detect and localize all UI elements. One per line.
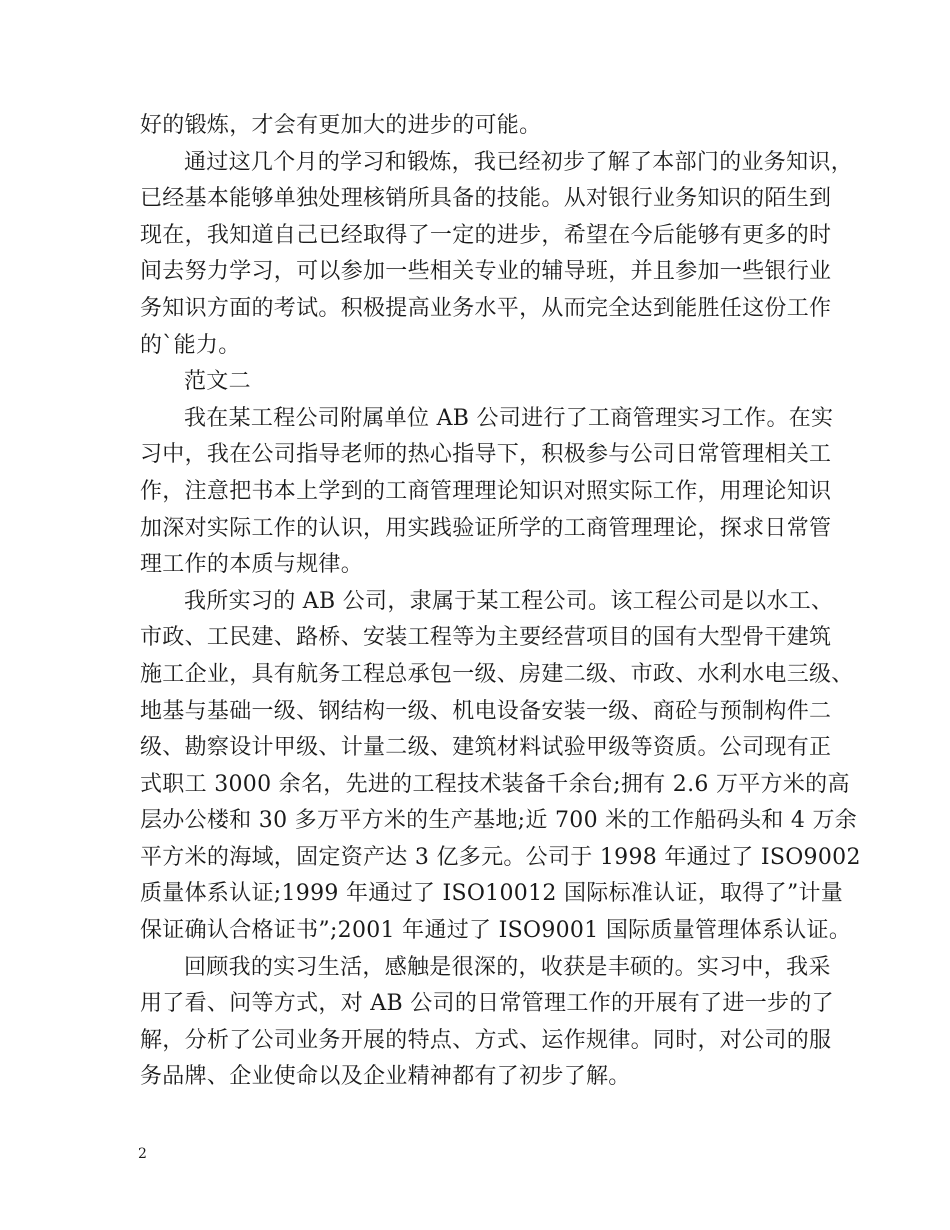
text-line: 市政、工民建、路桥、安装工程等为主要经营项目的国有大型骨干建筑 (140, 625, 832, 651)
text-line: 加深对实际工作的认识，用实践验证所学的工商管理理论，探求日常管 (140, 515, 832, 541)
text-line: 务知识方面的考试。积极提高业务水平，从而完全达到能胜任这份工作 (140, 295, 832, 321)
text-line: 式职工 3000 余名，先进的工程技术装备千余台;拥有 2.6 万平方米的高 (140, 771, 850, 797)
text-line: 施工企业，具有航务工程总承包一级、房建二级、市政、水利水电三级、 (140, 661, 854, 687)
text-line: 作，注意把书本上学到的工商管理理论知识对照实际工作，用理论知识 (140, 478, 832, 504)
text-line: 我所实习的 AB 公司，隶属于某工程公司。该工程公司是以水工、 (184, 588, 834, 614)
text-line: 解，分析了公司业务开展的特点、方式、运作规律。同时，对公司的服 (140, 1027, 832, 1053)
text-line: 现在，我知道自己已经取得了一定的进步，希望在今后能够有更多的时 (140, 222, 832, 248)
text-line: 层办公楼和 30 多万平方米的生产基地;近 700 米的工作船码头和 4 万余 (140, 808, 858, 834)
text-line: 习中，我在公司指导老师的热心指导下，积极参与公司日常管理相关工 (140, 442, 832, 468)
text-line: 务品牌、企业使命以及企业精神都有了初步了解。 (140, 1064, 631, 1090)
text-line: 的`能力。 (140, 332, 241, 358)
text-line: 级、勘察设计甲级、计量二级、建筑材料试验甲级等资质。公司现有正 (140, 735, 832, 761)
text-line: 平方米的海域，固定资产达 3 亿多元。公司于 1998 年通过了 ISO9002 (140, 844, 861, 870)
section-heading: 范文二 (184, 369, 251, 395)
text-line: 好的锻炼，才会有更加大的进步的可能。 (140, 113, 542, 138)
text-line: 用了看、问等方式，对 AB 公司的日常管理工作的开展有了进一步的了 (140, 991, 834, 1017)
text-line: 通过这几个月的学习和锻炼，我已经初步了解了本部门的业务知识， (184, 149, 854, 175)
text-line: 地基与基础一级、钢结构一级、机电设备安装一级、商砼与预制构件二 (140, 698, 832, 724)
text-line: 已经基本能够单独处理核销所具备的技能。从对银行业务知识的陌生到 (140, 186, 832, 212)
text-line: 我在某工程公司附属单位 AB 公司进行了工商管理实习工作。在实 (184, 405, 834, 431)
text-line: 间去努力学习，可以参加一些相关专业的辅导班，并且参加一些银行业 (140, 259, 832, 285)
text-line: 回顾我的实习生活，感触是很深的，收获是丰硕的。实习中，我采 (184, 954, 831, 980)
text-line: 质量体系认证;1999 年通过了 ISO10012 国际标准认证，取得了”计量 (140, 881, 844, 907)
body-text (140, 108, 861, 1096)
text-line: 理工作的本质与规律。 (140, 552, 364, 578)
page-number: 2 (138, 1146, 147, 1162)
text-line: 保证确认合格证书”;2001 年通过了 ISO9001 国际质量管理体系认证。 (140, 918, 852, 944)
